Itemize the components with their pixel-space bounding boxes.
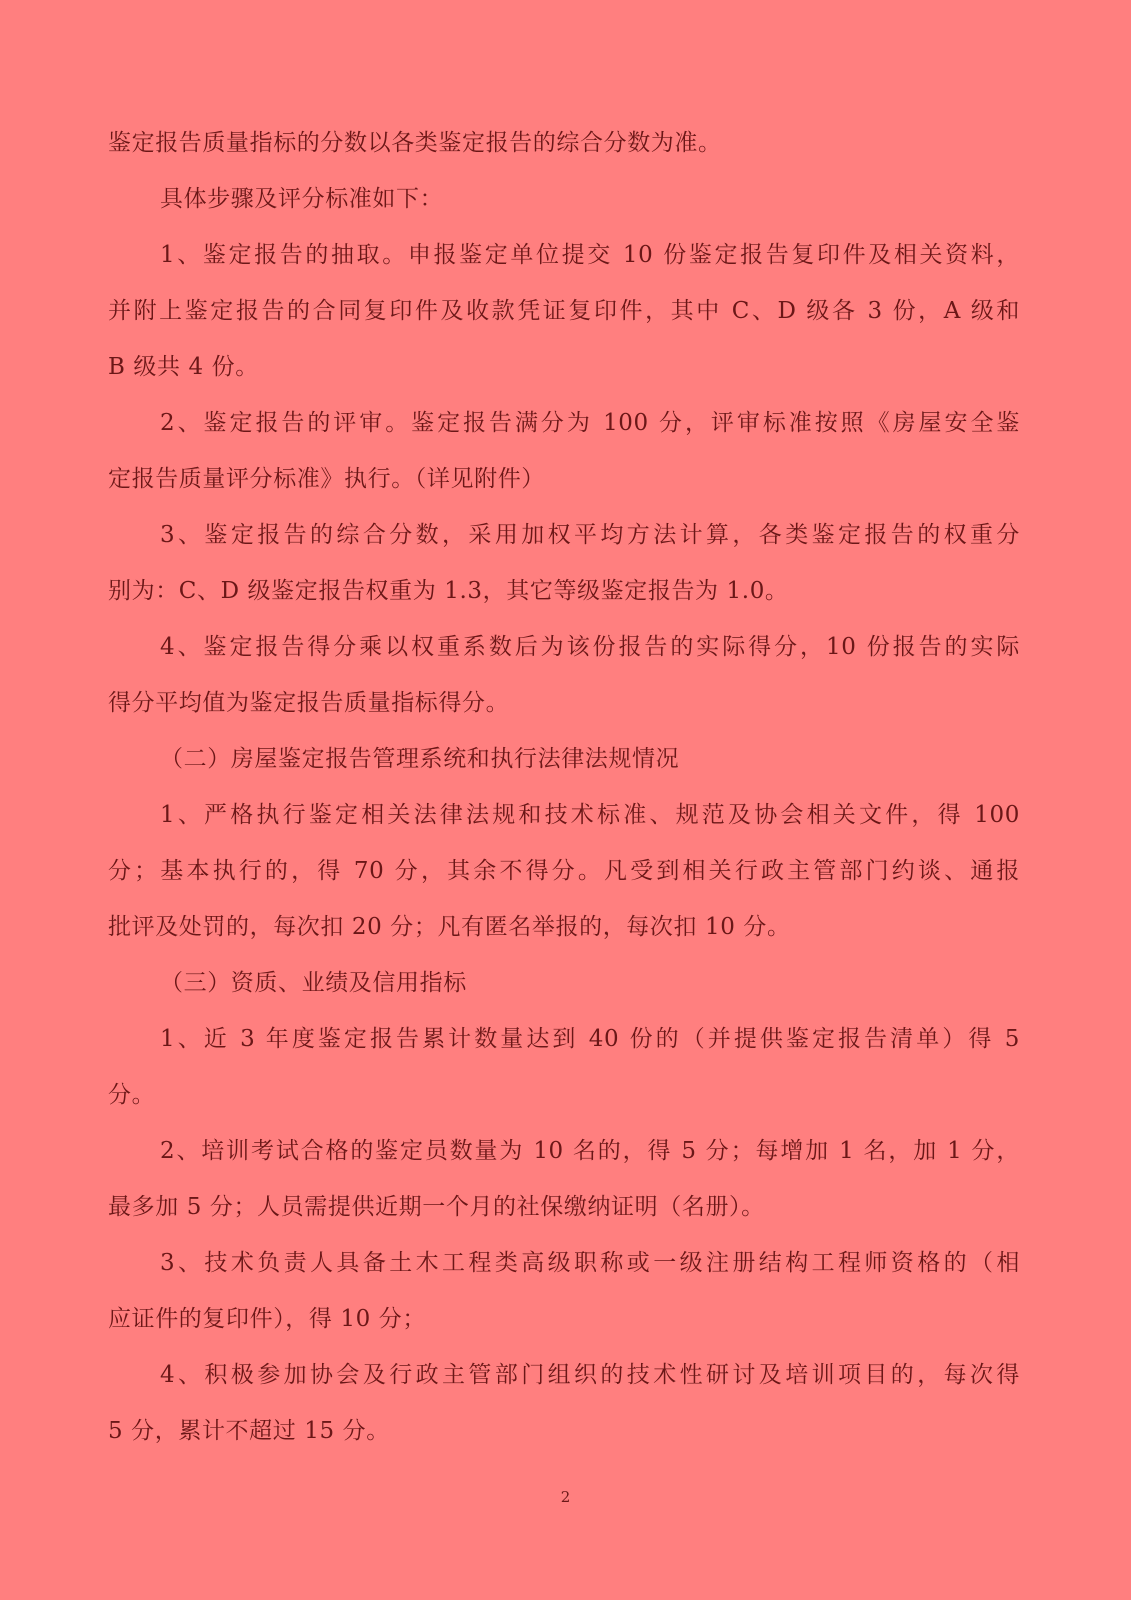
text-line: 并附上鉴定报告的合同复印件及收款凭证复印件，其中 C、D 级各 3 份，A 级和 (108, 298, 1020, 324)
section-heading: （二）房屋鉴定报告管理系统和执行法律法规情况 (160, 746, 680, 772)
text-line: 1、近 3 年度鉴定报告累计数量达到 40 份的（并提供鉴定报告清单）得 5 (160, 1026, 1020, 1052)
text-line: 应证件的复印件），得 10 分； (108, 1306, 426, 1332)
text-line: 2、鉴定报告的评审。鉴定报告满分为 100 分，评审标准按照《房屋安全鉴 (160, 410, 1020, 436)
text-line: B 级共 4 份。 (108, 354, 259, 380)
text-line: 2、培训考试合格的鉴定员数量为 10 名的，得 5 分；每增加 1 名，加 1 分， (160, 1138, 1020, 1164)
text-line: 批评及处罚的，每次扣 20 分；凡有匿名举报的，每次扣 10 分。 (108, 914, 791, 940)
text-line: 5 分，累计不超过 15 分。 (108, 1418, 390, 1444)
text-line: 分；基本执行的，得 70 分，其余不得分。凡受到相关行政主管部门约谈、通报 (108, 858, 1020, 884)
text-line: 最多加 5 分；人员需提供近期一个月的社保缴纳证明（名册）。 (108, 1194, 765, 1220)
text-line: 3、技术负责人具备土木工程类高级职称或一级注册结构工程师资格的（相 (160, 1250, 1020, 1276)
text-line: 鉴定报告质量指标的分数以各类鉴定报告的综合分数为准。 (108, 130, 722, 156)
text-line: 1、严格执行鉴定相关法律法规和技术标准、规范及协会相关文件，得 100 (160, 802, 1020, 828)
text-line: 分。 (108, 1082, 156, 1108)
section-heading: （三）资质、业绩及信用指标 (160, 970, 467, 996)
text-line: 别为：C、D 级鉴定报告权重为 1.3，其它等级鉴定报告为 1.0。 (108, 578, 789, 604)
page-number: 2 (560, 1488, 571, 1506)
text-line: 具体步骤及评分标准如下： (160, 186, 444, 212)
text-line: 得分平均值为鉴定报告质量指标得分。 (108, 690, 510, 716)
text-line: 1、鉴定报告的抽取。申报鉴定单位提交 10 份鉴定报告复印件及相关资料， (160, 242, 1020, 268)
text-line: 3、鉴定报告的综合分数，采用加权平均方法计算，各类鉴定报告的权重分 (160, 522, 1020, 548)
text-line: 4、积极参加协会及行政主管部门组织的技术性研讨及培训项目的，每次得 (160, 1362, 1020, 1388)
text-line: 定报告质量评分标准》执行。（详见附件） (108, 466, 545, 492)
text-line: 4、鉴定报告得分乘以权重系数后为该份报告的实际得分，10 份报告的实际 (160, 634, 1020, 660)
